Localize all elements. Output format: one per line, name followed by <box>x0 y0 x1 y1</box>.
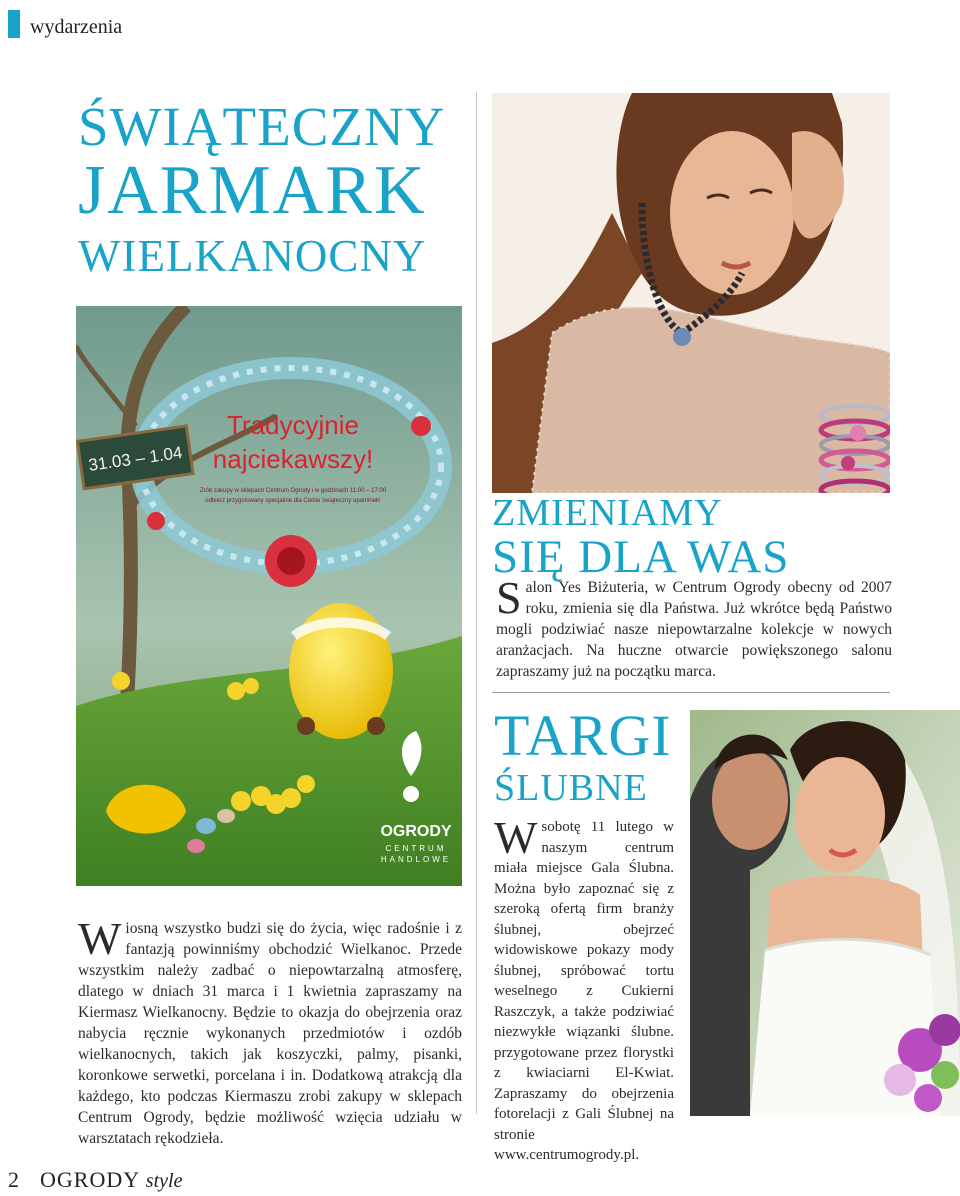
magazine-name-italic: style <box>145 1170 183 1192</box>
poster-date: 31.03 – 1.04 <box>87 442 184 475</box>
section-marker <box>8 10 20 38</box>
poster-sub-line2: odbierz przygotowany specjalnie dla Ciebie świąteczny upominek! <box>205 498 381 504</box>
model-photo <box>492 93 890 493</box>
article3-title <box>494 703 690 810</box>
easter-poster-image <box>76 306 462 886</box>
article1-title-line1: ŚWIĄTECZNY <box>78 96 446 157</box>
article2-title-line2: SIĘ DLA WAS <box>492 531 790 583</box>
article1-title <box>78 98 468 286</box>
article1-text: iosną wszystko budzi się do życia, więc radośnie i z fantazją powinniśmy obchodzić Wielkanoc. Przede wszystkim należy zadbać o niepowtarzalną atmosferę, dlatego w dniach 31 marca i 1 kwietnia zapraszamy na Kiermasz Wielkanocny. Będzie to okazja do obejrzenia oraz nabycia ręcznie wykonanych przedmiotów i ozdób wielkanocnych, takich jak koszyczki, palmy, pisanki, koronkowe serwetki, porcelana i in. Dodatkową atrakcją dla każdego, kto podczas Kiermaszu zrobi zakupy w sklepach Centrum Ogrody, będzie możliwość wzięcia udziału w warsztatach rękodzieła. <box>78 920 462 1147</box>
article2-body <box>496 572 892 682</box>
magazine-name-main: OGRODY <box>40 1167 140 1192</box>
easter-poster <box>76 306 462 886</box>
page-number: 2 <box>8 1167 19 1192</box>
article2-title <box>492 492 890 583</box>
section-label: wydarzenia <box>30 16 123 38</box>
wedding-photo-frame <box>690 710 960 1116</box>
magazine-name <box>40 1167 182 1193</box>
article3-title-line2: ŚLUBNE <box>494 767 648 809</box>
article2-title-line1: ZMIENIAMY <box>492 492 723 534</box>
article1-title-line3: WIELKANOCNY <box>78 231 427 281</box>
article1-title-line2: JARMARK <box>78 152 427 229</box>
article3-title-line1: TARGI <box>494 703 672 768</box>
article1-dropcap: W <box>78 913 122 964</box>
poster-headline-line1: Tradycyjnie <box>227 410 359 440</box>
article2-dropcap: S <box>496 572 522 623</box>
article3-text: sobotę 11 lutego w naszym centrum miała miejsce Gala Ślubna. Można było zapoznać się z szeroką ofertą firm branży ślubnej, obejrzeć widowiskowe pokazy mody ślubnej, spróbować tortu weselnego z Cukierni Raszczyk, a także podziwiać niezwykłe wiązanki ślubne. przygotowane przez florystki z kwiaciarni El-Kwiat. Zapraszamy do obejrzenia fotorelacji z Gali Ślubnej na stronie www.centrumogrody.pl. <box>494 819 674 1163</box>
article1-body <box>78 913 462 1149</box>
poster-logo-line1: CENTRUM <box>385 844 447 853</box>
article2-text: alon Yes Biżuteria, w Centrum Ogrody obecny od 2007 roku, zmienia się dla Państwa. Już wkrótce będą Państwo mogli podziwiać nasze niepowtarzalne kolekcje w nowych aranżacjach. Na huczne otwarcie powiększonego salonu zapraszamy już na początku marca. <box>496 579 892 680</box>
poster-headline-line2: najciekawszy! <box>212 444 374 474</box>
article-divider <box>492 692 890 693</box>
poster-sub-line1: Zrób zakupy w sklepach Centrum Ogrody i w godzinach 11:00 – 17:00 <box>199 488 387 494</box>
wedding-couple-photo <box>690 710 960 1116</box>
article3-dropcap: W <box>494 812 538 863</box>
poster-logo-name: OGRODY <box>380 823 452 840</box>
article3-body <box>494 812 674 1166</box>
poster-logo-line2: HANDLOWE <box>380 855 452 864</box>
column-divider <box>476 92 477 1114</box>
model-photo-frame <box>492 93 890 493</box>
